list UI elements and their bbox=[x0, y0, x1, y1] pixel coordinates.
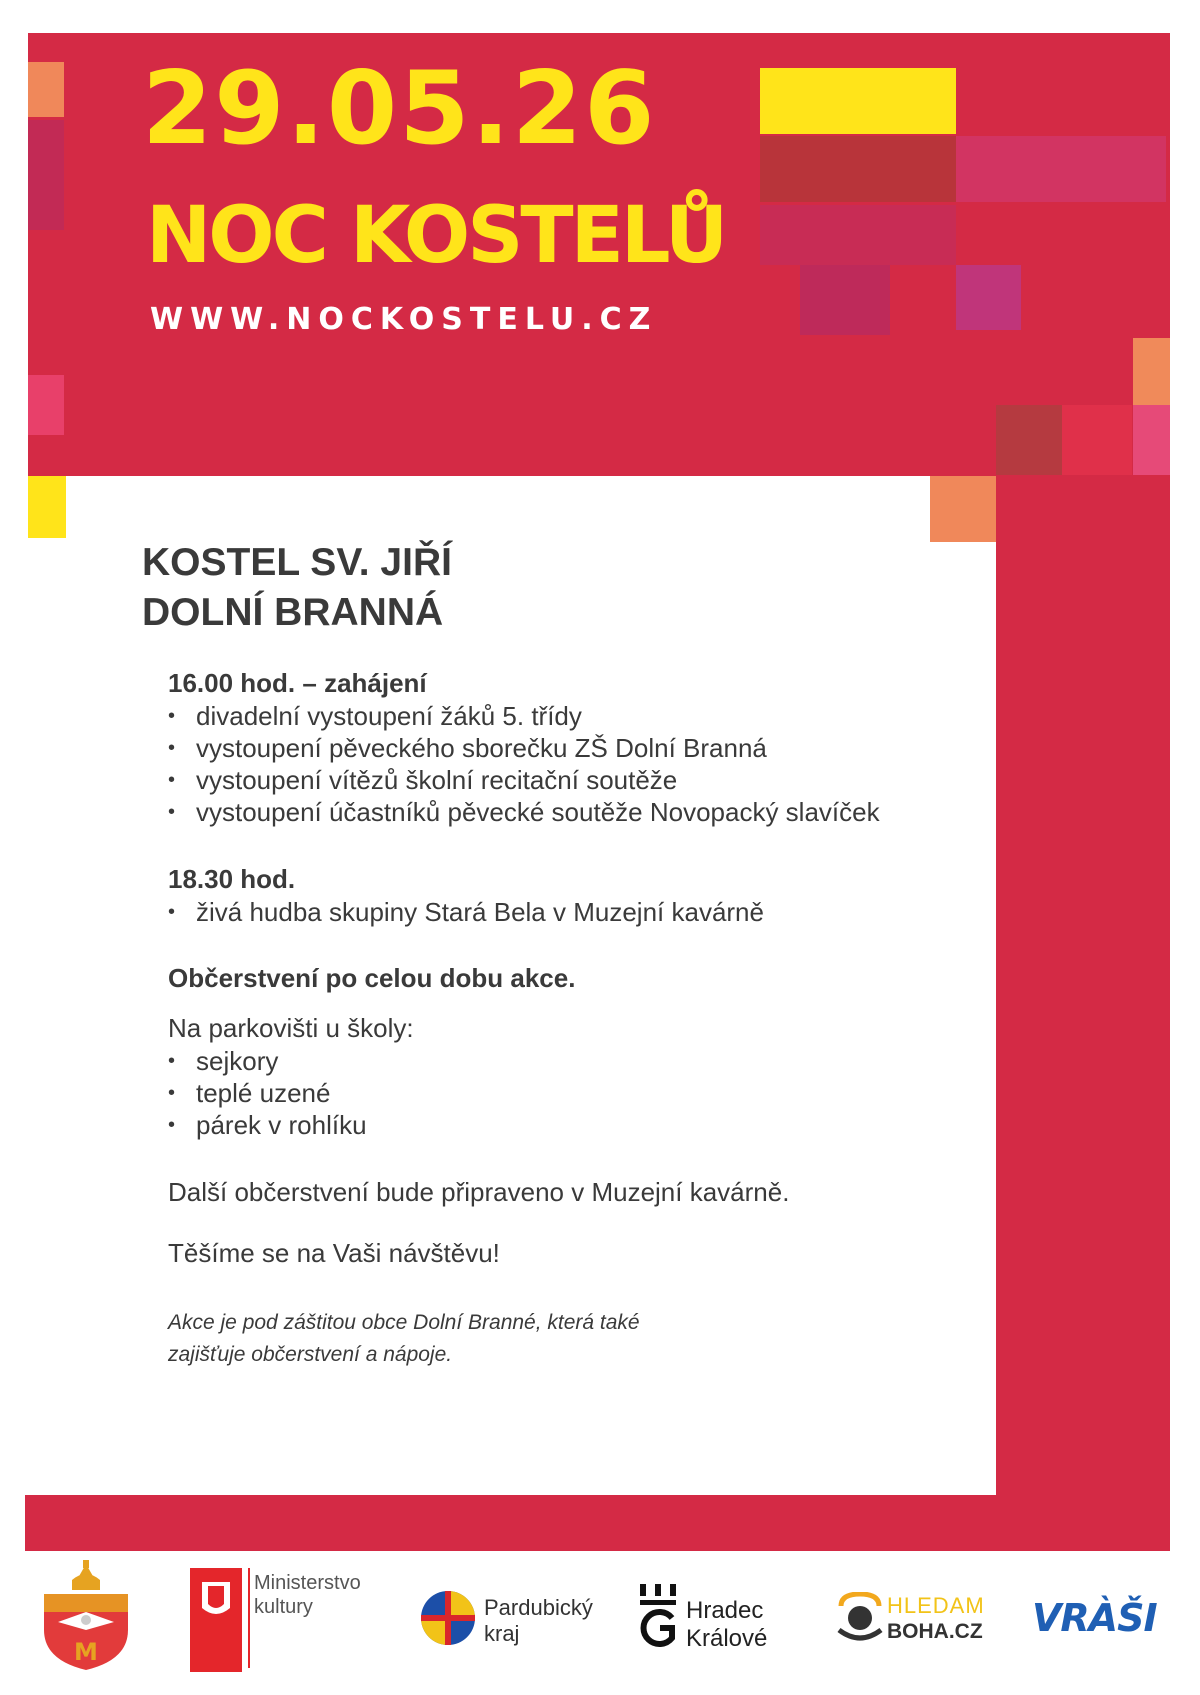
note-line2: zajišťuje občerstvení a nápoje. bbox=[168, 1343, 453, 1366]
ministry-logo bbox=[190, 1568, 390, 1680]
hledam-boha-logo bbox=[835, 1592, 1005, 1652]
deco-block bbox=[1133, 405, 1170, 475]
coat-of-arms-icon bbox=[38, 1560, 134, 1672]
diocese-logo bbox=[38, 1560, 134, 1672]
deco-block bbox=[28, 375, 64, 435]
deco-block bbox=[1062, 405, 1132, 475]
deco-block bbox=[28, 120, 64, 230]
deco-block bbox=[28, 476, 66, 538]
hledam-line1: HLEDAM bbox=[887, 1593, 985, 1618]
bottom-band bbox=[25, 1495, 1170, 1551]
deco-block bbox=[930, 476, 996, 542]
list-item: • vystoupení pěveckého sborečku ZŠ Dolní Branná bbox=[168, 732, 880, 764]
list-item: • vystoupení účastníků pěvecké soutěže Novopacký slavíček bbox=[168, 796, 880, 828]
crown-g-icon bbox=[638, 1584, 678, 1650]
svg-text:M: M bbox=[74, 1638, 98, 1666]
program-list-2 bbox=[168, 896, 764, 928]
program-time-2: 18.30 hod. bbox=[168, 864, 296, 894]
list-item: • živá hudba skupiny Stará Bela v Muzejní kavárně bbox=[168, 896, 764, 928]
list-item: • vystoupení vítězů školní recitační soutěže bbox=[168, 764, 880, 796]
ministry-line1: Ministerstvo bbox=[254, 1572, 361, 1594]
venue-line1: KOSTEL SV. JIŘÍ bbox=[142, 541, 452, 584]
list-item: • divadelní vystoupení žáků 5. třídy bbox=[168, 700, 880, 732]
more-refreshment: Další občerstvení bude připraveno v Muzejní kavárně. bbox=[168, 1177, 790, 1207]
event-date: 29.05.26 bbox=[142, 49, 657, 167]
speech-bubble-icon bbox=[835, 1592, 885, 1646]
cross-emblem-icon bbox=[420, 1590, 476, 1646]
lion-emblem-icon bbox=[190, 1568, 242, 1672]
ministry-line2: kultury bbox=[254, 1596, 313, 1618]
pardubice-line1: Pardubický bbox=[484, 1595, 593, 1620]
right-band bbox=[996, 470, 1170, 1495]
event-title: NOC KOSTELŮ bbox=[146, 191, 726, 281]
hledam-line2: BOHA.CZ bbox=[887, 1620, 983, 1643]
deco-block bbox=[1133, 338, 1170, 408]
pardubice-logo bbox=[420, 1590, 610, 1650]
hradec-logo bbox=[638, 1584, 788, 1654]
program-list-1 bbox=[168, 700, 880, 828]
vrasi-wordmark: VRÀŠI bbox=[1032, 1596, 1157, 1640]
deco-block bbox=[760, 136, 956, 202]
venue-line2: DOLNÍ BRANNÁ bbox=[142, 591, 444, 634]
hradec-line2: Králové bbox=[686, 1625, 768, 1652]
greeting: Těšíme se na Vaši návštěvu! bbox=[168, 1238, 500, 1268]
hradec-line1: Hradec bbox=[686, 1597, 764, 1624]
sponsor-logos bbox=[0, 1560, 1200, 1695]
ministry-divider bbox=[248, 1568, 250, 1668]
list-item: • párek v rohlíku bbox=[168, 1109, 367, 1141]
deco-block bbox=[800, 265, 890, 335]
parking-intro: Na parkovišti u školy: bbox=[168, 1013, 414, 1043]
deco-block bbox=[956, 265, 1021, 330]
parking-list bbox=[168, 1045, 367, 1141]
program-time-1: 16.00 hod. – zahájení bbox=[168, 668, 427, 698]
deco-block bbox=[760, 205, 956, 265]
deco-block bbox=[28, 62, 64, 117]
vrasi-logo bbox=[1032, 1594, 1172, 1650]
refreshment-headline: Občerstvení po celou dobu akce. bbox=[168, 963, 576, 993]
event-url[interactable]: WWW.NOCKOSTELU.CZ bbox=[150, 302, 658, 337]
note-line1: Akce je pod záštitou obce Dolní Branné, která také bbox=[168, 1311, 640, 1334]
deco-block bbox=[996, 405, 1062, 475]
deco-block bbox=[956, 136, 1166, 202]
pardubice-line2: kraj bbox=[484, 1621, 520, 1646]
list-item: • teplé uzené bbox=[168, 1077, 367, 1109]
deco-block bbox=[760, 68, 956, 134]
list-item: • sejkory bbox=[168, 1045, 367, 1077]
patronage-note bbox=[168, 1307, 640, 1371]
